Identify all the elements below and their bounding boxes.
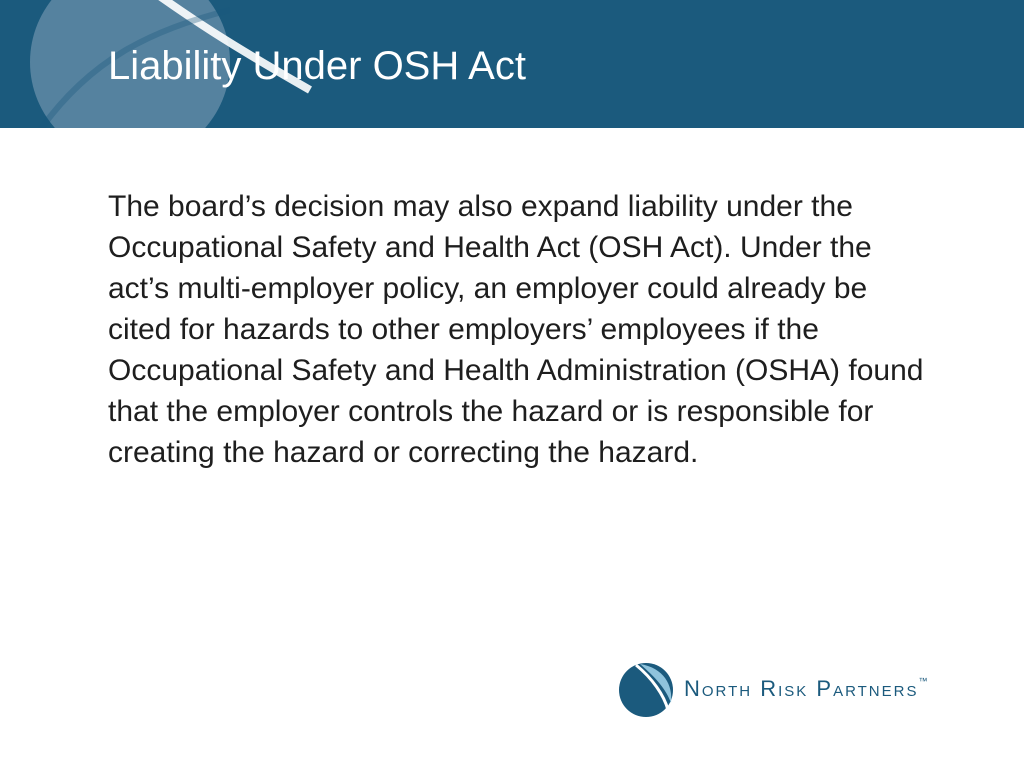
logo-wordmark (684, 676, 927, 702)
slide-title: Liability Under OSH Act (108, 44, 526, 88)
trademark-symbol: ™ (918, 676, 928, 686)
header-band (0, 0, 1024, 128)
company-logo (616, 660, 986, 720)
body-paragraph: The board’s decision may also expand liability under the Occupational Safety and Health Act (OSH Act). Under the act’s multi-employer policy, an employer could already be cited for hazards to other employers’ employees if the Occupational Safety and Health Administration (OSHA) found that the employer controls the hazard or is responsible for creating the hazard or correcting the hazard. (108, 190, 924, 469)
globe-logo-icon (616, 660, 676, 720)
logo-name: North Risk Partners (684, 676, 919, 701)
